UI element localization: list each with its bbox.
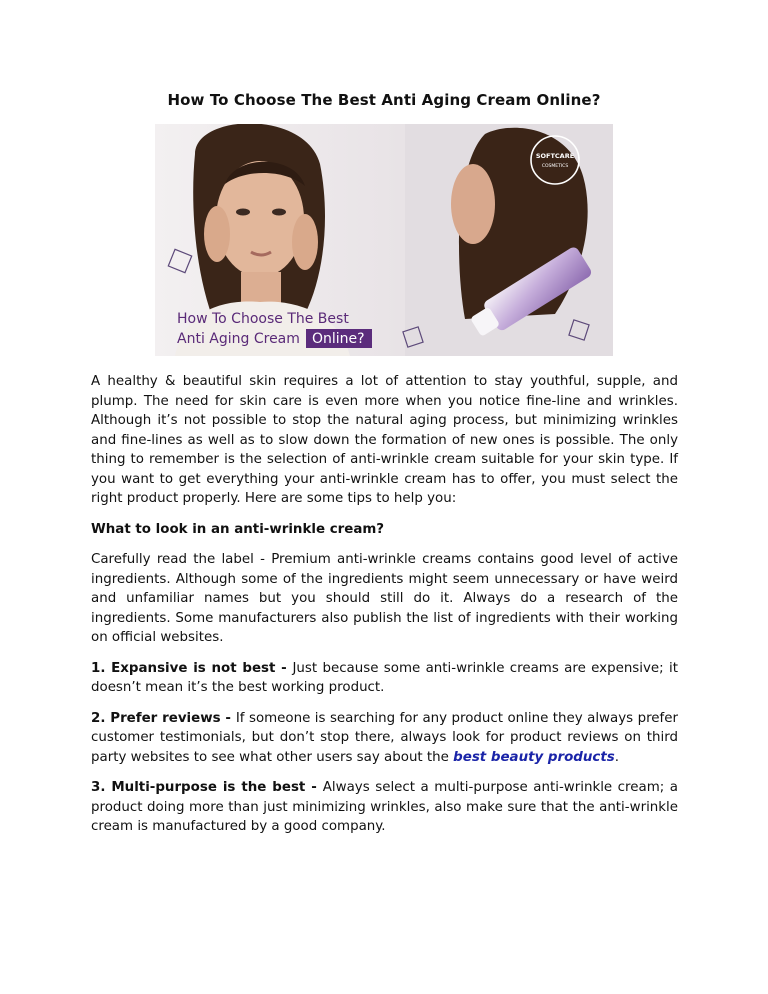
article-body xyxy=(91,372,678,848)
best-beauty-products-link[interactable]: best beauty products xyxy=(453,749,615,765)
tip-3 xyxy=(91,778,678,837)
page-title: How To Choose The Best Anti Aging Cream Online? xyxy=(167,91,601,109)
section-heading: What to look in an anti-wrinkle cream? xyxy=(91,521,385,537)
svg-text:Online?: Online? xyxy=(312,331,365,347)
tip-3-lead: 3. Multi-purpose is the best - xyxy=(91,780,323,795)
tip-1-text: Just because some anti-wrinkle creams are expensive; it doesn’t mean it’s the best working product. xyxy=(91,660,678,695)
svg-text:How To Choose The Best: How To Choose The Best xyxy=(177,311,349,327)
tip-2-tail: . xyxy=(614,749,619,765)
svg-text:Anti Aging Cream: Anti Aging Cream xyxy=(177,331,300,347)
tip-1 xyxy=(91,659,678,698)
intro-paragraph: A healthy & beautiful skin requires a lot of attention to stay youthful, supple, and plump. The need for skin care is even more when you notice fine-line and wrinkles. Although it’s not possible to stop the natural aging process, but minimizing wrinkles and fine-lines as well as to slow down the formation of new ones is possible. The only thing to remember is the selection of anti-wrinkle cream suitable for your skin type. If you want to get everything your anti-wrinkle cream has to offer, you must select the right product properly. Here are some tips to help you: xyxy=(91,374,678,506)
tip-2-text: If someone is searching for any product online they always prefer customer testimonials, but don’t stop there, always look for product reviews on third party websites to see what other users say about the xyxy=(91,710,678,765)
tip-2-lead: 2. Prefer reviews - xyxy=(91,710,236,726)
hero-image xyxy=(155,124,613,356)
tip-2 xyxy=(91,709,678,768)
svg-text:SOFTCARE: SOFTCARE xyxy=(535,152,575,160)
label-paragraph: Carefully read the label - Premium anti-wrinkle creams contains good level of active ingredients. Although some of the ingredients might seem unnecessary or have weird and unfamiliar names but you should still do it. Always do a research of the ingredients. Some manufacturers also publish the list of ingredients with their working on official websites. xyxy=(91,552,678,645)
svg-text:COSMETICS: COSMETICS xyxy=(541,164,569,169)
tip-1-lead: 1. Expansive is not best - xyxy=(91,660,293,676)
tip-3-text: Always select a multi-purpose anti-wrinkle cream; a product doing more than just minimizing wrinkles, also make sure that the anti-wrinkle cream is manufactured by a good company. xyxy=(91,780,678,834)
